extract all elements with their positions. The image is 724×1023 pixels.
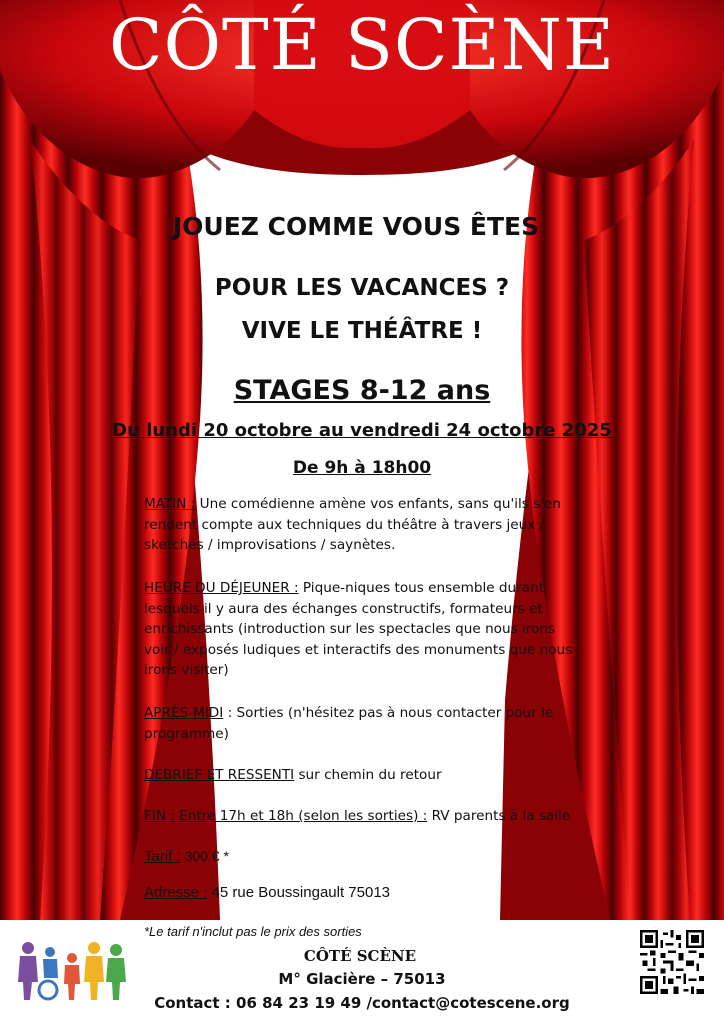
footer-metro: M° Glacière – 75013	[278, 970, 446, 988]
program-label: MATIN :	[144, 496, 196, 512]
program-end	[144, 806, 584, 827]
program-debrief	[144, 765, 584, 786]
footer-name: CÔTÉ SCÈNE	[303, 947, 417, 965]
price-note: *Le tarif n'inclut pas le prix des sorties	[144, 924, 362, 939]
pricing	[144, 848, 229, 865]
pricing-label: Tarif :	[144, 848, 181, 865]
hours-line: De 9h à 18h00	[292, 458, 432, 478]
program-text: sur chemin du retour	[294, 767, 442, 783]
program-lunch	[144, 578, 584, 681]
qr-code-icon	[640, 930, 704, 994]
tagline: JOUEZ COMME VOUS ÊTES	[172, 212, 540, 241]
footer-contact: Contact : 06 84 23 19 49 /contact@cotescene.org	[154, 994, 570, 1012]
program-label: HEURE DU DÉJEUNER :	[144, 580, 299, 596]
pricing-value: 300 € *	[180, 848, 229, 864]
program-text: : Sorties (n'hésitez pas à nous contacter pour le programme)	[144, 705, 554, 742]
program-label: FIN : Entre 17h et 18h (selon les sorties) :	[144, 808, 428, 824]
program-morning	[144, 494, 584, 556]
program-label: DEBRIEF ET RESSENTI	[144, 767, 295, 783]
program-afternoon	[144, 703, 584, 744]
program-label: APRÈS-MIDI	[144, 705, 224, 721]
question-line: POUR LES VACANCES ?	[214, 275, 510, 301]
address-value: 45 rue Boussingault 75013	[207, 884, 391, 901]
brand-title: CÔTÉ SCÈNE	[109, 4, 615, 86]
address	[144, 884, 390, 901]
stages-heading: STAGES 8-12 ans	[233, 375, 491, 406]
program-text: Une comédienne amène vos enfants, sans qu'ils s'en rendent compte aux techniques du théâtre à travers jeux / sketches / improvisations / saynètes.	[144, 496, 561, 553]
dates-line: Du lundi 20 octobre au vendredi 24 octobre 2025	[112, 420, 612, 441]
program-text: Pique-niques tous ensemble durant lesquels il y aura des échanges constructifs, formateurs et enrichissants (introduction sur les spectacles que nous irons voir / exposés ludiques et interactifs des monuments que nous irons visiter)	[144, 580, 573, 678]
program-text: RV parents à la salle	[427, 808, 571, 824]
address-label: Adresse :	[144, 884, 208, 901]
exclaim-line: VIVE LE THÉÂTRE !	[241, 318, 483, 344]
